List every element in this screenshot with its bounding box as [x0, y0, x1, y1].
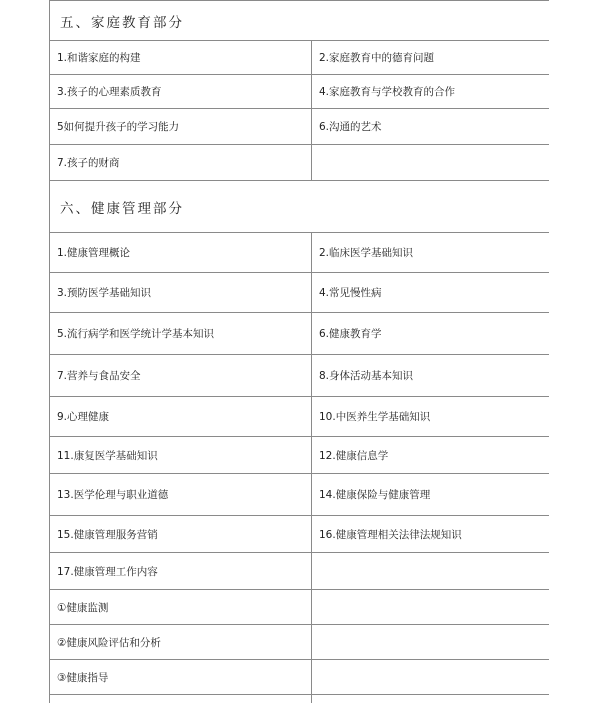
- table-cell: 12.健康信息学: [312, 437, 550, 474]
- table-cell: [312, 695, 550, 703]
- table-row: [50, 625, 550, 660]
- table-row: [50, 313, 550, 355]
- table-cell: [312, 660, 550, 695]
- table-cell: [50, 695, 312, 703]
- document-page: [49, 0, 549, 703]
- table-cell: 13.医学伦理与职业道德: [50, 474, 312, 516]
- table-row: [50, 474, 550, 516]
- table-cell: 3.预防医学基础知识: [50, 273, 312, 313]
- table-cell: 7.孩子的财商: [50, 145, 312, 181]
- table-cell: 5.流行病学和医学统计学基本知识: [50, 313, 312, 355]
- table-cell: [312, 625, 550, 660]
- table-row: [50, 75, 550, 109]
- table-cell: 3.孩子的心理素质教育: [50, 75, 312, 109]
- section-5-title: 五、家庭教育部分: [50, 1, 550, 41]
- table-cell: 16.健康管理相关法律法规知识: [312, 516, 550, 553]
- table-cell: ②健康风险评估和分析: [50, 625, 312, 660]
- table-row: [50, 273, 550, 313]
- table-cell: 15.健康管理服务营销: [50, 516, 312, 553]
- table-row: [50, 660, 550, 695]
- table-row: [50, 695, 550, 703]
- table-row: [50, 109, 550, 145]
- table-row: [50, 233, 550, 273]
- section-6-title: 六、健康管理部分: [50, 181, 550, 233]
- section-heading-row: [50, 181, 550, 233]
- table-cell: 6.沟通的艺术: [312, 109, 550, 145]
- table-cell: 2.临床医学基础知识: [312, 233, 550, 273]
- section-heading-row: [50, 1, 550, 41]
- table-cell: 17.健康管理工作内容: [50, 553, 312, 590]
- table-cell: 14.健康保险与健康管理: [312, 474, 550, 516]
- table-cell: 4.家庭教育与学校教育的合作: [312, 75, 550, 109]
- table-cell: 8.身体活动基本知识: [312, 355, 550, 397]
- table-cell: 4.常见慢性病: [312, 273, 550, 313]
- table-cell: ①健康监测: [50, 590, 312, 625]
- table-cell: [312, 590, 550, 625]
- table-row: [50, 553, 550, 590]
- table-cell: 5如何提升孩子的学习能力: [50, 109, 312, 145]
- table-cell: 2.家庭教育中的德育问题: [312, 41, 550, 75]
- table-row: [50, 590, 550, 625]
- table-cell: ③健康指导: [50, 660, 312, 695]
- table-row: [50, 145, 550, 181]
- table-cell: [312, 553, 550, 590]
- table-cell: [312, 145, 550, 181]
- table-cell: 9.心理健康: [50, 397, 312, 437]
- table-cell: 7.营养与食品安全: [50, 355, 312, 397]
- table-row: [50, 516, 550, 553]
- table-row: [50, 437, 550, 474]
- table-cell: 1.和谐家庭的构建: [50, 41, 312, 75]
- table-cell: 11.康复医学基础知识: [50, 437, 312, 474]
- course-table: [49, 0, 549, 703]
- table-cell: 10.中医养生学基础知识: [312, 397, 550, 437]
- table-cell: 1.健康管理概论: [50, 233, 312, 273]
- table-row: [50, 355, 550, 397]
- table-row: [50, 397, 550, 437]
- table-cell: 6.健康教育学: [312, 313, 550, 355]
- table-row: [50, 41, 550, 75]
